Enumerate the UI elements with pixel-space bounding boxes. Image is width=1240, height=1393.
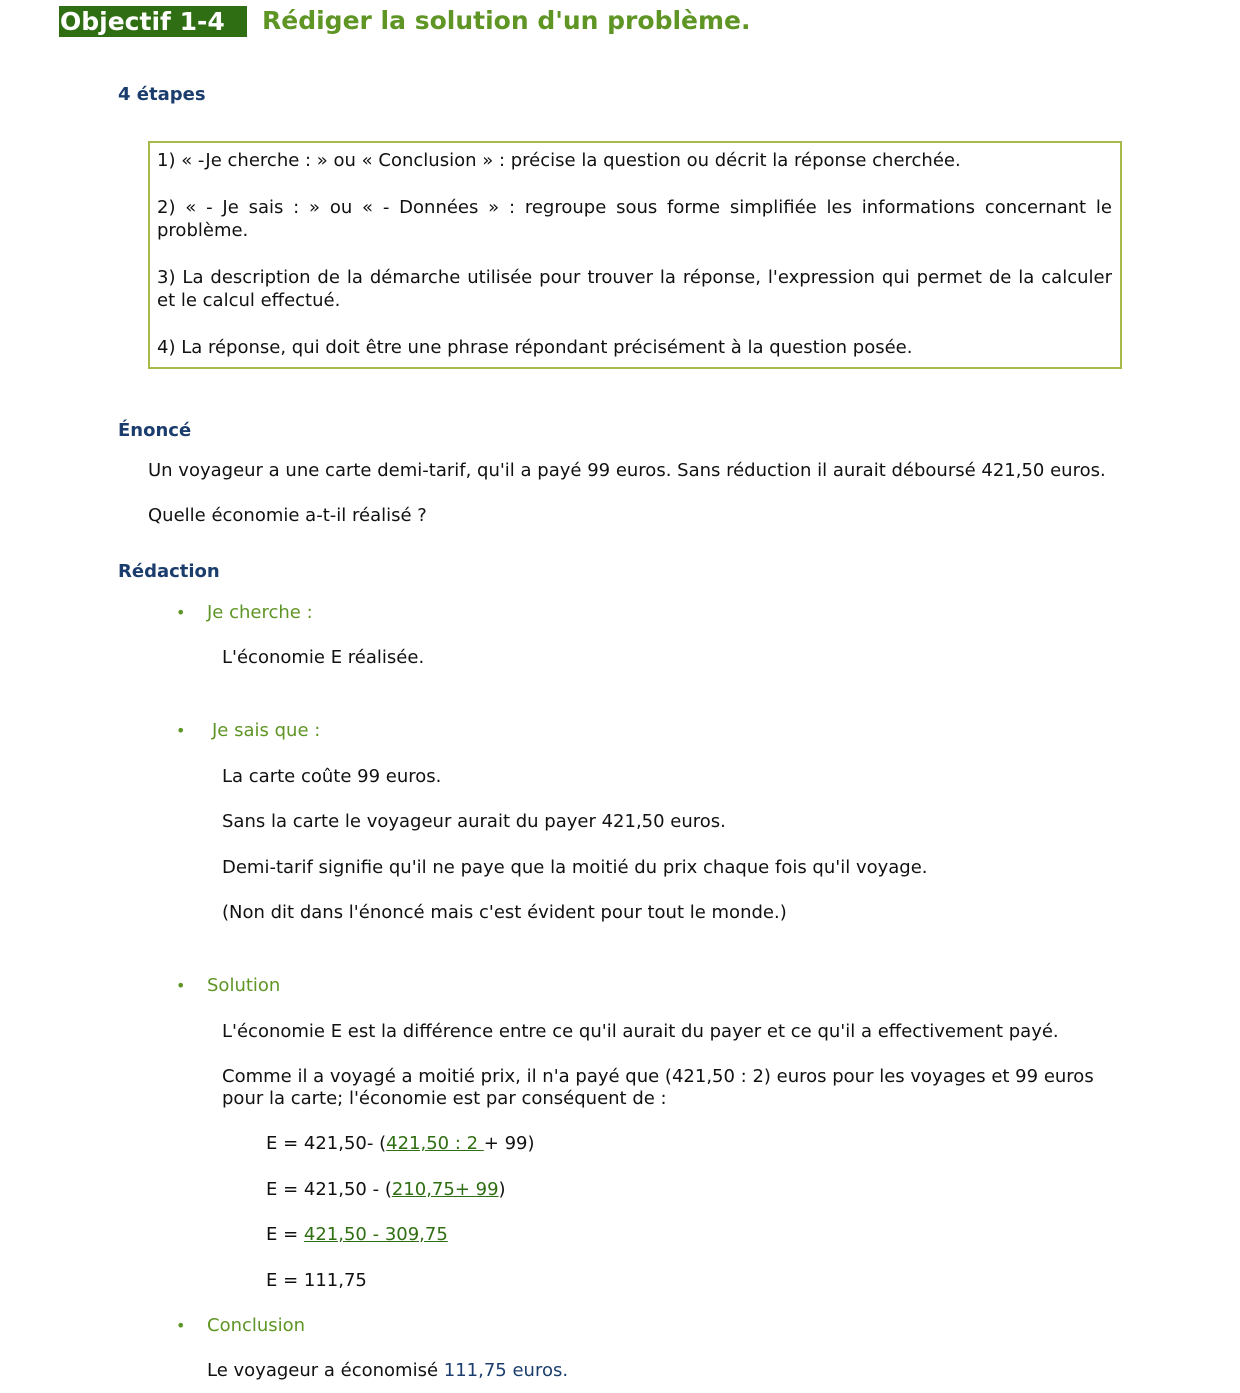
enonce-heading: Énoncé	[118, 420, 192, 441]
je-sais-line-2: Sans la carte le voyageur aurait du payer 421,50 euros.	[222, 811, 726, 832]
bullet-icon: •	[176, 603, 186, 622]
je-sais-line-1: La carte coûte 99 euros.	[222, 766, 442, 787]
solution-label: Solution	[207, 975, 281, 996]
page-title: Rédiger la solution d'un problème.	[262, 6, 751, 35]
calc-2-post: )	[498, 1179, 506, 1200]
bullet-icon: •	[176, 1316, 186, 1335]
enonce-line-1: Un voyageur a une carte demi-tarif, qu'il a payé 99 euros. Sans réduction il aurait déboursé 421,50 euros.	[148, 460, 1106, 481]
calc-line-1	[266, 1132, 535, 1155]
calc-3-pre: E =	[266, 1224, 304, 1245]
calc-line-4: E = 111,75	[266, 1270, 367, 1291]
solution-line-2a: Comme il a voyagé a moitié prix, il n'a payé que (421,50 : 2) euros pour les voyages et 99 euros	[222, 1066, 1094, 1087]
je-cherche-label: Je cherche :	[207, 602, 313, 623]
step-2: 2) « - Je sais : » ou « - Données » : regroupe sous forme simplifiée les informations concernant le problème.	[157, 197, 1112, 241]
calc-3-underlined: 421,50 - 309,75	[303, 1224, 448, 1245]
conclusion-text	[207, 1359, 568, 1382]
conclusion-answer: 111,75 euros.	[443, 1360, 569, 1381]
calc-2-underlined: 210,75+ 99	[391, 1179, 499, 1200]
je-sais-line-3: Demi-tarif signifie qu'il ne paye que la moitié du prix chaque fois qu'il voyage.	[222, 857, 928, 878]
redaction-heading: Rédaction	[118, 561, 220, 582]
je-sais-label: Je sais que :	[212, 720, 321, 741]
calc-1-pre: E = 421,50- (	[266, 1133, 387, 1154]
calc-1-underlined: 421,50 : 2	[386, 1133, 484, 1154]
steps-heading: 4 étapes	[118, 84, 206, 105]
conclusion-label: Conclusion	[207, 1315, 306, 1336]
bullet-icon: •	[176, 976, 186, 995]
conclusion-sentence: Le voyageur a économisé	[207, 1360, 444, 1381]
solution-line-1: L'économie E est la différence entre ce qu'il aurait du payer et ce qu'il a effectivement payé.	[222, 1021, 1059, 1042]
je-sais-line-4: (Non dit dans l'énoncé mais c'est évident pour tout le monde.)	[222, 902, 787, 923]
step-3: 3) La description de la démarche utilisée pour trouver la réponse, l'expression qui permet de la calculer et le calcul effectué.	[157, 267, 1112, 311]
step-1: 1) « -Je cherche : » ou « Conclusion » : précise la question ou décrit la réponse cherchée.	[157, 150, 961, 171]
calc-line-2	[266, 1178, 506, 1201]
calc-line-3	[266, 1223, 448, 1246]
objective-badge: Objectif 1-4	[59, 6, 247, 37]
calc-1-post: + 99)	[483, 1133, 535, 1154]
enonce-line-2: Quelle économie a-t-il réalisé ?	[148, 505, 427, 526]
calc-2-pre: E = 421,50 - (	[266, 1179, 392, 1200]
solution-line-2b: pour la carte; l'économie est par conséquent de :	[222, 1088, 667, 1109]
steps-box	[148, 141, 1122, 369]
bullet-icon: •	[176, 721, 186, 740]
step-4: 4) La réponse, qui doit être une phrase répondant précisément à la question posée.	[157, 337, 913, 358]
je-cherche-text: L'économie E réalisée.	[222, 647, 425, 668]
